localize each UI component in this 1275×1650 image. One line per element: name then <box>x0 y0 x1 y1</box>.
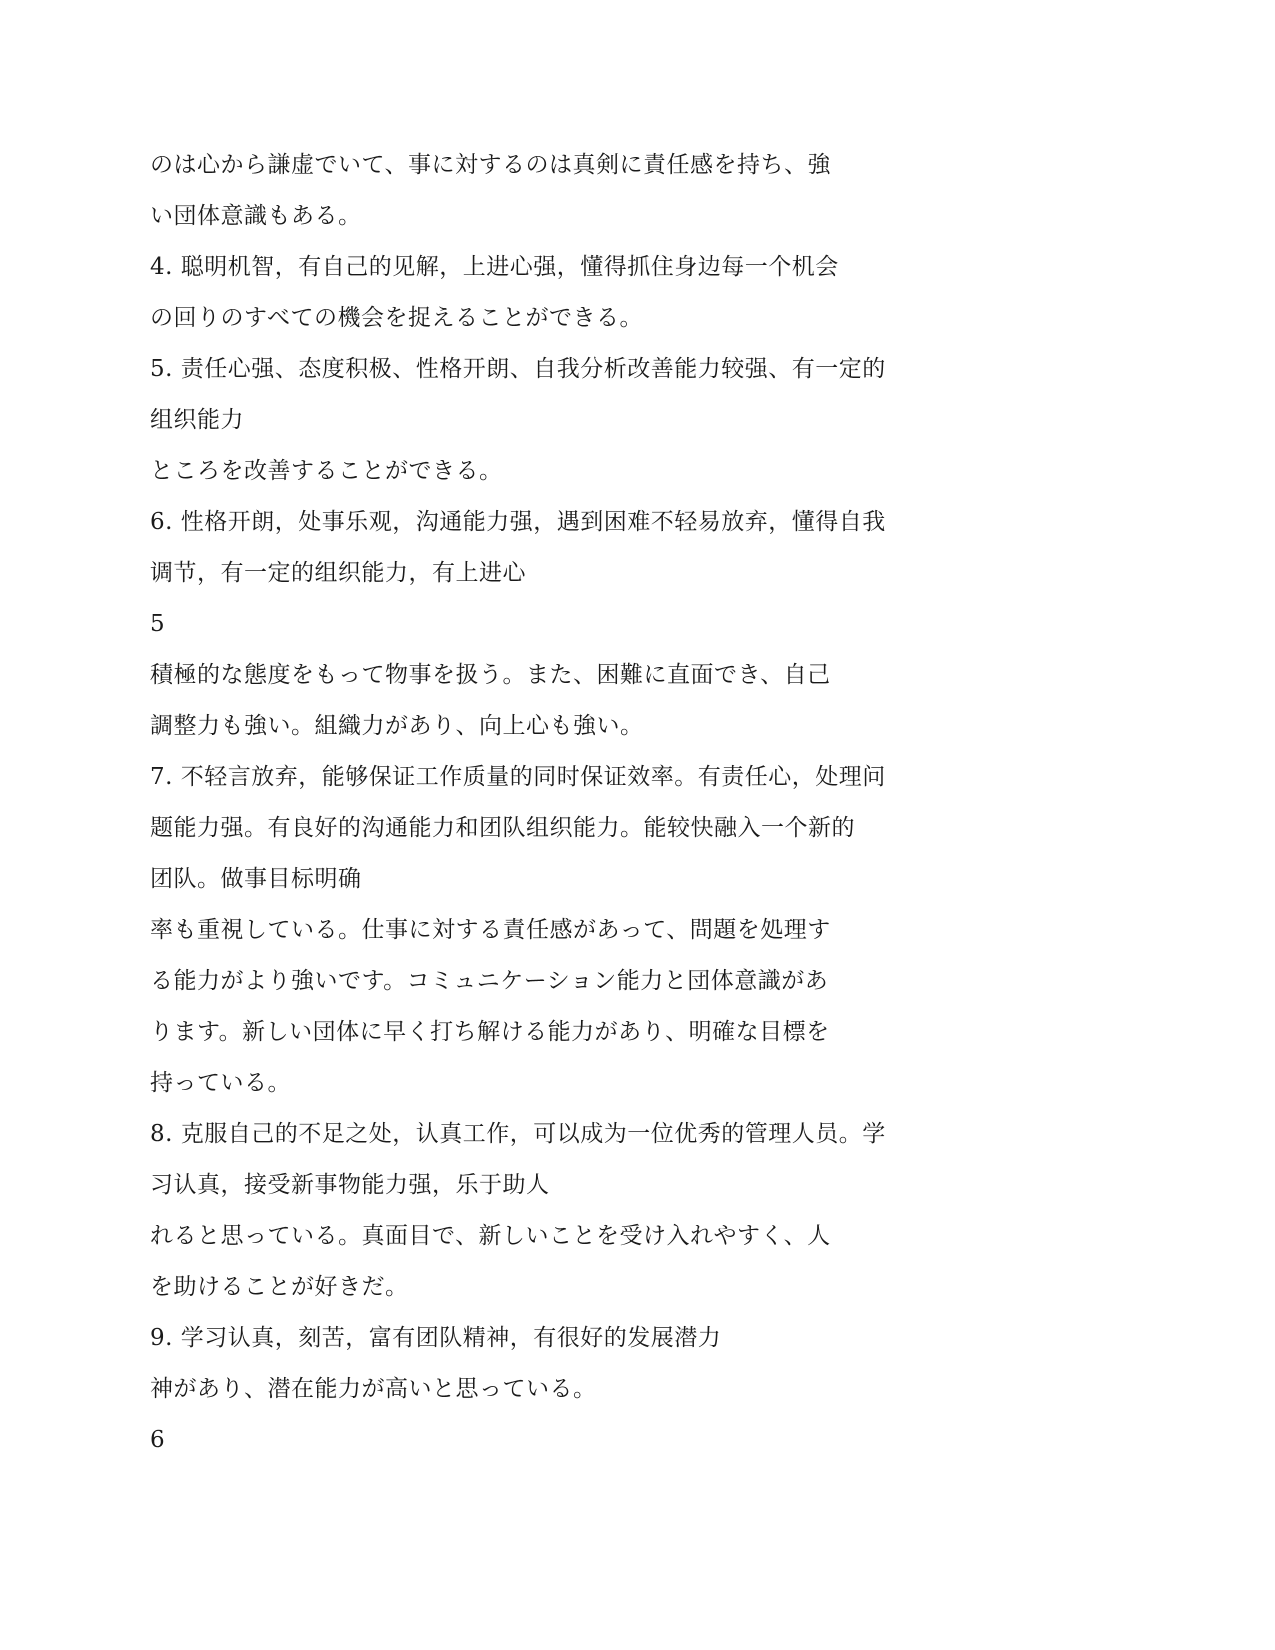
text-line-jp: ところを改善することができる。 <box>150 458 503 484</box>
text-line-jp: れると思っている。真面目で、新しいことを受け入れやすく、人 <box>150 1223 831 1249</box>
list-item-5-cn: 5. 责任心强、态度积极、性格开朗、自我分析改善能力较强、有一定的 <box>150 356 886 382</box>
text-line-jp: 調整力も強い。組織力があり、向上心も強い。 <box>150 713 644 739</box>
text-line-jp: 持っている。 <box>150 1070 291 1096</box>
text-line-jp: る能力がより強いです。コミュニケーション能力と団体意識があ <box>150 968 829 994</box>
list-item-7-cn: 7. 不轻言放弃，能够保证工作质量的同时保证效率。有责任心，处理问 <box>150 764 886 790</box>
list-item-6-cn: 6. 性格开朗，处事乐观，沟通能力强，遇到困难不轻易放弃，懂得自我 <box>150 509 886 535</box>
page-number: 6 <box>150 1427 166 1453</box>
text-line-jp: の回りのすべての機会を捉えることができる。 <box>150 305 644 331</box>
document-page <box>150 140 930 1466</box>
list-item-9-cn: 9. 学习认真，刻苦，富有团队精神，有很好的发展潜力 <box>150 1325 722 1351</box>
text-line-jp: を助けることが好きだ。 <box>150 1274 409 1300</box>
page-number: 5 <box>150 611 166 637</box>
text-line-jp: い団体意識もある。 <box>150 203 362 229</box>
text-line-cn: 调节，有一定的组织能力，有上进心 <box>150 560 526 586</box>
text-line-jp: 積極的な態度をもって物事を扱う。また、困難に直面でき、自己 <box>150 662 831 688</box>
text-line-jp: ります。新しい団体に早く打ち解ける能力があり、明確な目標を <box>150 1019 830 1045</box>
text-line-jp: 神があり、潜在能力が高いと思っている。 <box>150 1376 597 1402</box>
list-item-4-cn: 4. 聪明机智，有自己的见解，上进心强，懂得抓住身边每一个机会 <box>150 254 839 280</box>
text-line-cn: 组织能力 <box>150 407 244 433</box>
text-line-jp: のは心から謙虚でいて、事に対するのは真剣に責任感を持ち、強 <box>150 152 832 178</box>
list-item-8-cn: 8. 克服自己的不足之处，认真工作，可以成为一位优秀的管理人员。学 <box>150 1121 886 1147</box>
text-line-cn: 习认真，接受新事物能力强，乐于助人 <box>150 1172 550 1198</box>
text-line-cn: 题能力强。有良好的沟通能力和团队组织能力。能较快融入一个新的 <box>150 815 855 841</box>
text-line-cn: 团队。做事目标明确 <box>150 866 362 892</box>
text-line-jp: 率も重視している。仕事に対する責任感があって、問題を処理す <box>150 917 831 943</box>
